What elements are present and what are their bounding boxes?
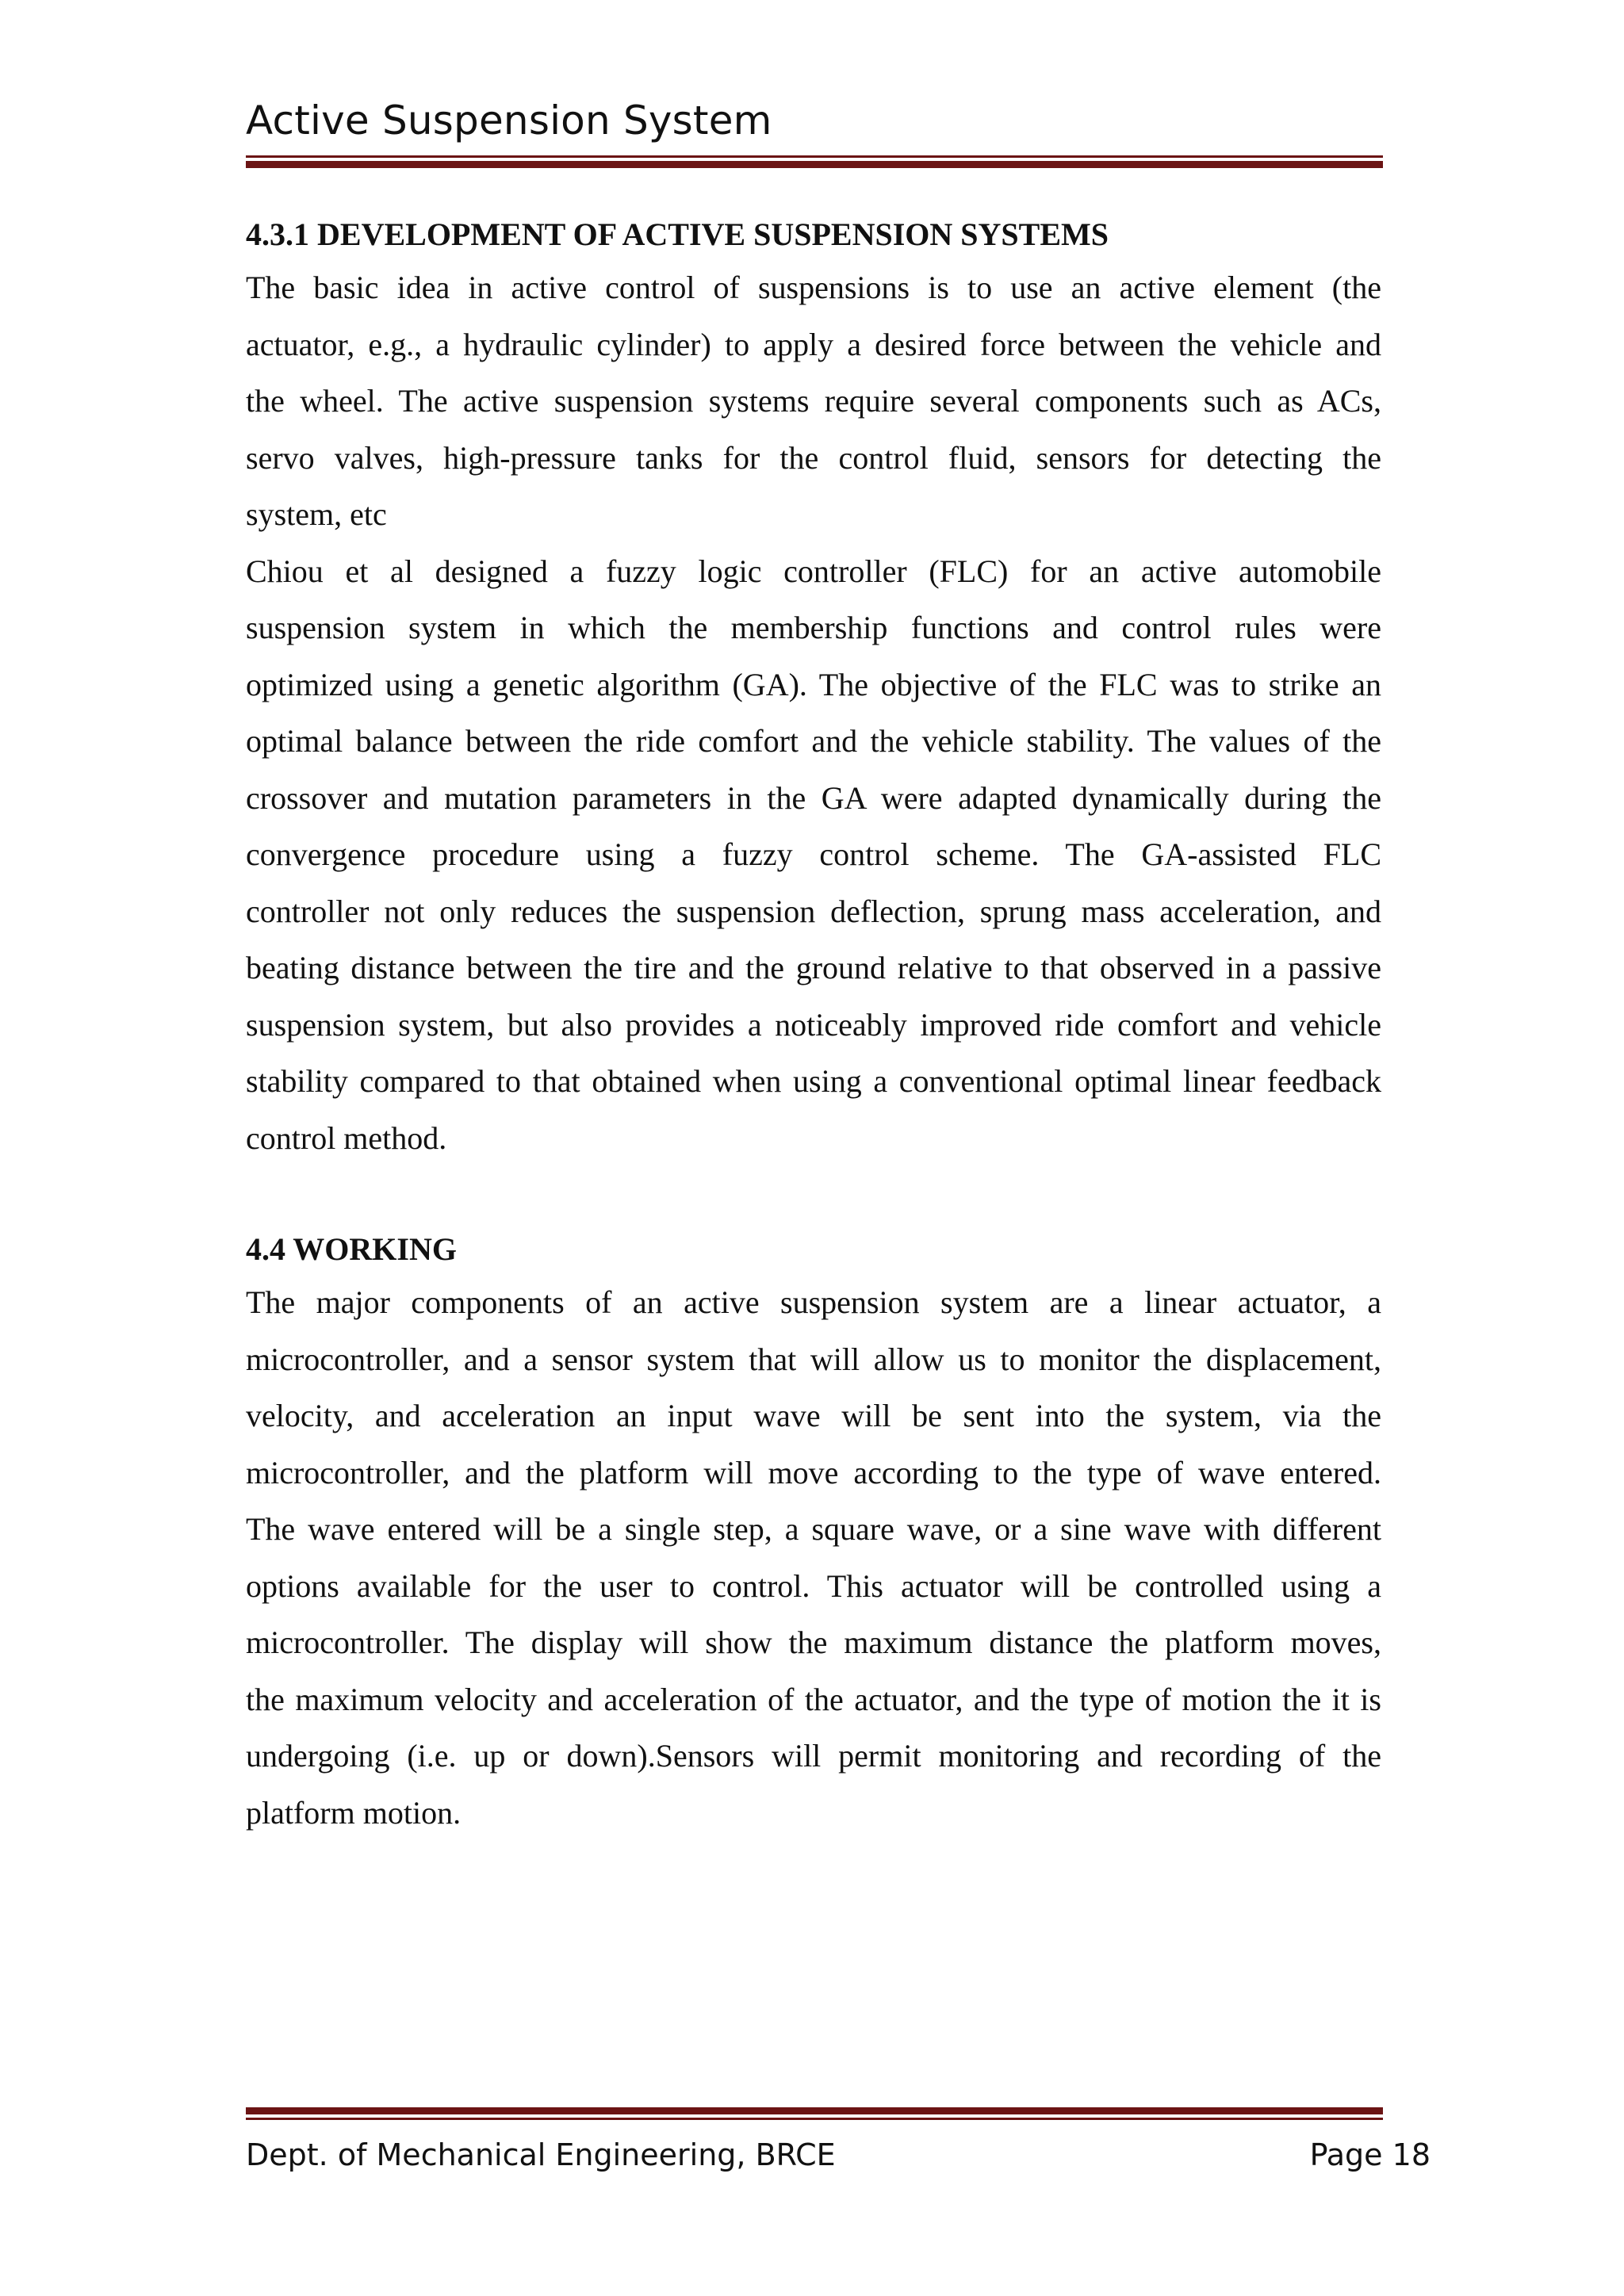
text-line: control method. (246, 1119, 447, 1156)
page-footer (246, 2107, 1431, 2179)
text-line: The wave entered will be a single step, a square wave, or a sine wave with different (246, 1511, 1381, 1547)
section-spacer (246, 1166, 1381, 1225)
paragraph-basic-idea (246, 259, 1381, 543)
text-line: microcontroller. The display will show the maximum distance the platform moves, (246, 1624, 1381, 1660)
section-heading-development: 4.3.1 DEVELOPMENT OF ACTIVE SUSPENSION SYSTEMS (246, 216, 1109, 252)
text-line: convergence procedure using a fuzzy control scheme. The GA-assisted FLC (246, 836, 1381, 872)
text-line: system, etc (246, 496, 387, 532)
footer-row (246, 2131, 1431, 2179)
footer-rule-thin (246, 2118, 1383, 2120)
text-line: controller not only reduces the suspension deflection, sprung mass acceleration, and (246, 893, 1381, 929)
text-line: The basic idea in active control of suspensions is to use an active element (the (246, 270, 1381, 305)
page-content (246, 210, 1381, 1841)
text-line: velocity, and acceleration an input wave will be sent into the system, via the (246, 1398, 1381, 1433)
text-line: microcontroller, and a sensor system that will allow us to monitor the displacement, (246, 1341, 1381, 1377)
text-line: suspension system in which the membership functions and control rules were (246, 610, 1381, 645)
page-header (246, 94, 1383, 168)
header-rule-thin (246, 155, 1383, 158)
footer-department: Dept. of Mechanical Engineering, BRCE (246, 2137, 836, 2172)
text-line: undergoing (i.e. up or down).Sensors will permit monitoring and recording of the (246, 1738, 1381, 1774)
text-line: stability compared to that obtained when using a conventional optimal linear feedback (246, 1063, 1381, 1099)
text-line: actuator, e.g., a hydraulic cylinder) to apply a desired force between the vehicle and (246, 326, 1381, 362)
section-heading-working: 4.4 WORKING (246, 1231, 457, 1267)
text-line: the wheel. The active suspension systems require several components such as ACs, (246, 383, 1381, 419)
text-line: platform motion. (246, 1794, 462, 1831)
text-line: crossover and mutation parameters in the GA were adapted dynamically during the (246, 779, 1381, 816)
page-number: Page 18 (1309, 2137, 1431, 2172)
text-line: the maximum velocity and acceleration of the actuator, and the type of motion the it is (246, 1681, 1381, 1717)
footer-rules (246, 2107, 1383, 2120)
header-rule-thick (246, 161, 1383, 168)
text-line: microcontroller, and the platform will move according to the type of wave entered. (246, 1454, 1381, 1490)
text-line: options available for the user to control. This actuator will be controlled using a (246, 1567, 1381, 1604)
paragraph-working (246, 1274, 1381, 1841)
text-line: Chiou et al designed a fuzzy logic controller (FLC) for an active automobile (246, 553, 1381, 589)
text-line: suspension system, but also provides a noticeably improved ride comfort and vehicle (246, 1006, 1381, 1043)
text-line: optimal balance between the ride comfort and the vehicle stability. The values of the (246, 723, 1381, 759)
text-line: servo valves, high-pressure tanks for the control fluid, sensors for detecting the (246, 439, 1381, 476)
footer-rule-thick (246, 2107, 1383, 2114)
text-line: optimized using a genetic algorithm (GA). The objective of the FLC was to strike an (246, 666, 1381, 702)
paragraph-chiou-flc (246, 543, 1381, 1167)
text-line: The major components of an active suspension system are a linear actuator, a (246, 1284, 1381, 1320)
text-line: beating distance between the tire and the ground relative to that observed in a passive (246, 950, 1381, 985)
running-header-title: Active Suspension System (246, 98, 772, 144)
